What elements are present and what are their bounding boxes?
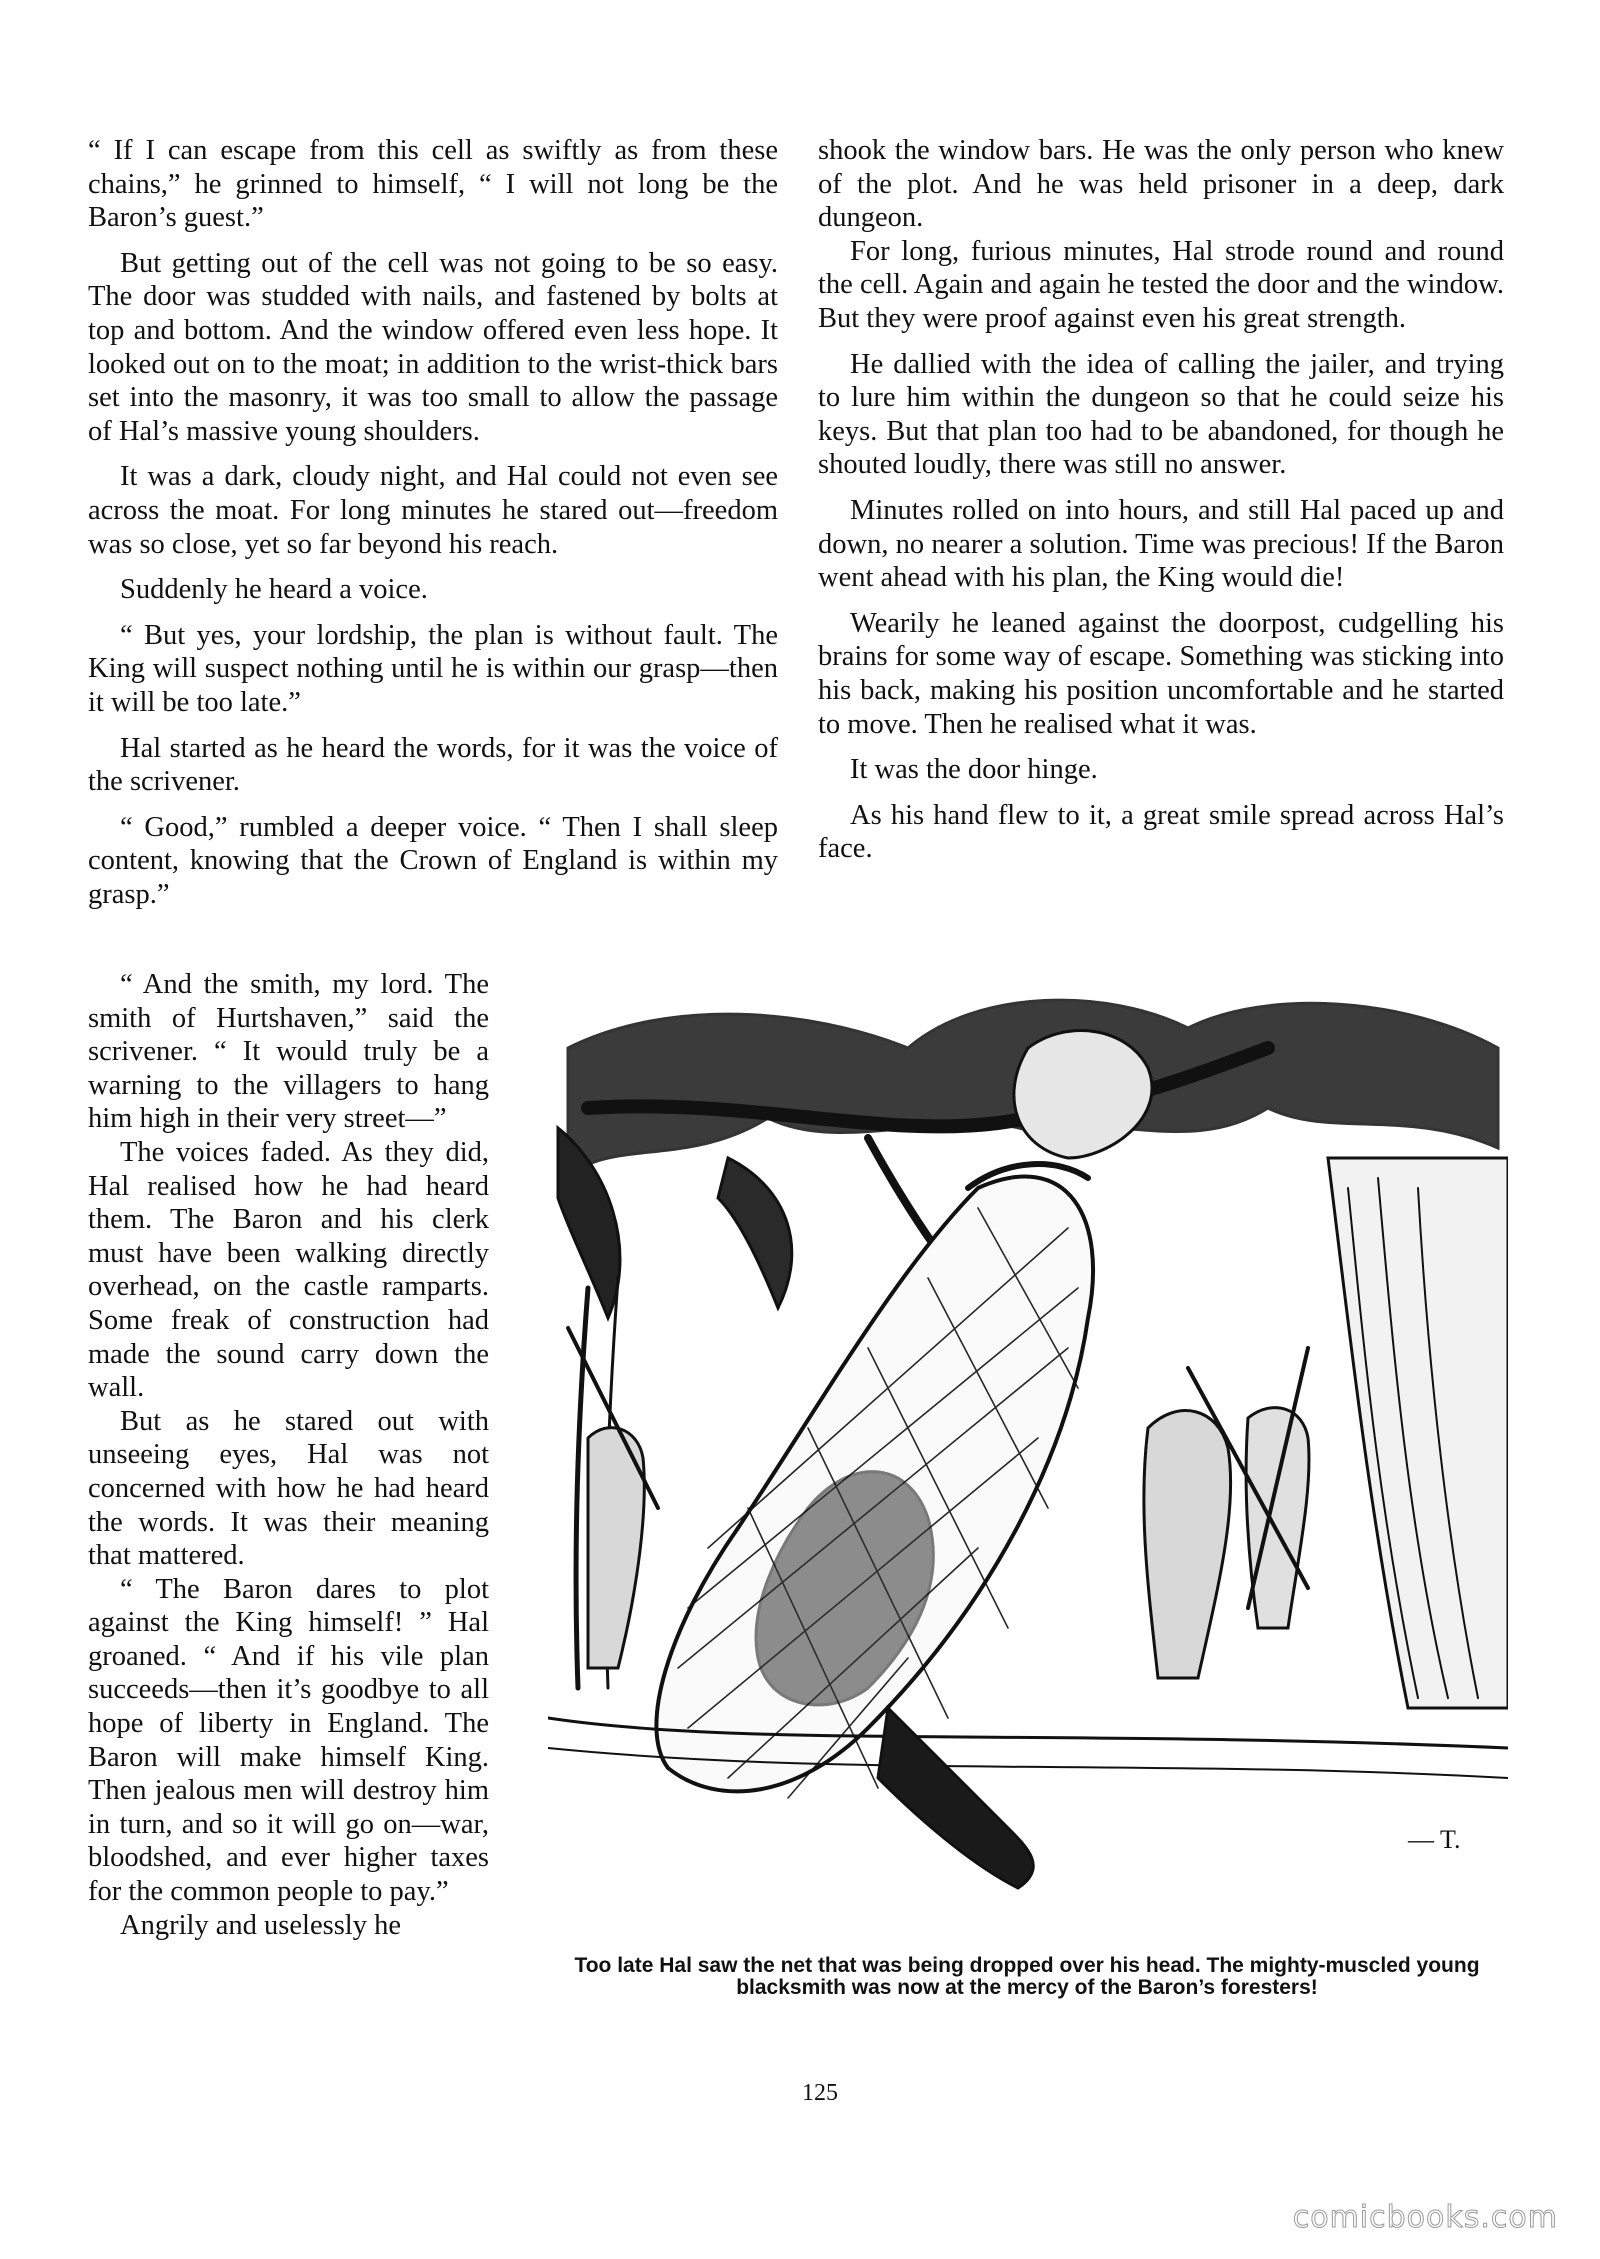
artist-signature: — T.: [1408, 1825, 1461, 1854]
story-paragraph: For long, furious minutes, Hal strode round and round the cell. Again and again he tested the door and the window. But they were proof against even his great strength.: [818, 235, 1504, 334]
watermark: comicbooks.com: [1292, 2200, 1558, 2235]
story-paragraph: shook the window bars. He was the only person who knew of the plot. And he was held prisoner in a deep, dark dungeon.: [818, 135, 1504, 234]
page-number: 125: [802, 2080, 838, 2106]
story-paragraph: As his hand flew to it, a great smile spread across Hal’s face.: [818, 799, 1504, 865]
story-paragraph: Wearily he leaned against the doorpost, cudgelling his brains for some way of escape. Something was sticking into his back, making his position uncomfortable and he started to move. Then he realised what it was.: [818, 607, 1504, 740]
story-paragraph: Angrily and uselessly he: [120, 1909, 401, 1941]
story-paragraph: “ Good,” rumbled a deeper voice. “ Then I shall sleep content, knowing that the Crown of England is within my grasp.”: [88, 811, 778, 910]
story-paragraph: But getting out of the cell was not going to be so easy. The door was studded with nails, and fastened by bolts at top and bottom. And the window offered even less hope. It looked out on to the moat; in addition to the wrist-thick bars set into the masonry, it was too small to allow the passage of Hal’s massive young shoulders.: [88, 247, 778, 447]
story-paragraph: He dallied with the idea of calling the jailer, and trying to lure him within the dungeon so that he could seize his keys. But that plan too had to be abandoned, for though he shouted loudly, there was still no answer.: [818, 348, 1504, 481]
story-paragraph: It was a dark, cloudy night, and Hal could not even see across the moat. For long minutes he stared out—freedom was so close, yet so far beyond his reach.: [88, 461, 778, 560]
story-column-left-upper: [88, 134, 778, 911]
story-paragraph: “ And the smith, my lord. The smith of Hurtshaven,” said the scrivener. “ It would truly be a warning to the villagers to hang him high in their very street—”: [88, 969, 489, 1135]
forest-net-illustration: [548, 988, 1508, 1910]
story-column-left-narrow: [88, 968, 489, 1942]
illustration-caption: Too late Hal saw the net that was being dropped over his head. The mighty-muscled young blacksmith was now at the mercy of the Baron’s foresters!: [574, 1954, 1480, 1999]
story-paragraph: The voices faded. As they did, Hal realised how he had heard them. The Baron and his clerk must have been walking directly overhead, on the castle ramparts. Some freak of construction had made the sound carry down the wall.: [88, 1136, 489, 1404]
story-paragraph: “ If I can escape from this cell as swiftly as from these chains,” he grinned to himself, “ I will not long be the Baron’s guest.”: [88, 135, 778, 234]
forester-in-tree: [1014, 1031, 1152, 1158]
story-paragraph: Minutes rolled on into hours, and still Hal paced up and down, no nearer a solution. Time was precious! If the Baron went ahead with his plan, the King would die!: [818, 494, 1504, 594]
story-paragraph: Hal started as he heard the words, for it was the voice of the scrivener.: [88, 732, 778, 798]
ink-drawing: [548, 988, 1508, 1910]
hal-legs: [878, 1708, 1033, 1888]
tree-trunk-right: [1328, 1158, 1508, 1708]
story-paragraph: But as he stared out with unseeing eyes, Hal was not concerned with how he had heard the words. It was their meaning that mattered.: [88, 1405, 489, 1572]
forester-far-right: [1246, 1408, 1309, 1628]
story-paragraph: Suddenly he heard a voice.: [120, 574, 428, 606]
forester-right: [1144, 1411, 1231, 1678]
story-paragraph: “ But yes, your lordship, the plan is without fault. The King will suspect nothing until he is within our grasp—then it will be too late.”: [88, 619, 778, 718]
story-paragraph: “ The Baron dares to plot against the King himself! ” Hal groaned. “ And if his vile plan succeeds—then it’s goodbye to all hope of liberty in England. The Baron will make himself King. Then jealous men will destroy him in turn, and so it will go on—war, bloodshed, and ever higher taxes for the common people to pay.”: [88, 1573, 489, 1908]
story-paragraph: It was the door hinge.: [850, 754, 1098, 786]
foliage-mid: [718, 1158, 792, 1308]
story-column-right-upper: [818, 134, 1504, 866]
